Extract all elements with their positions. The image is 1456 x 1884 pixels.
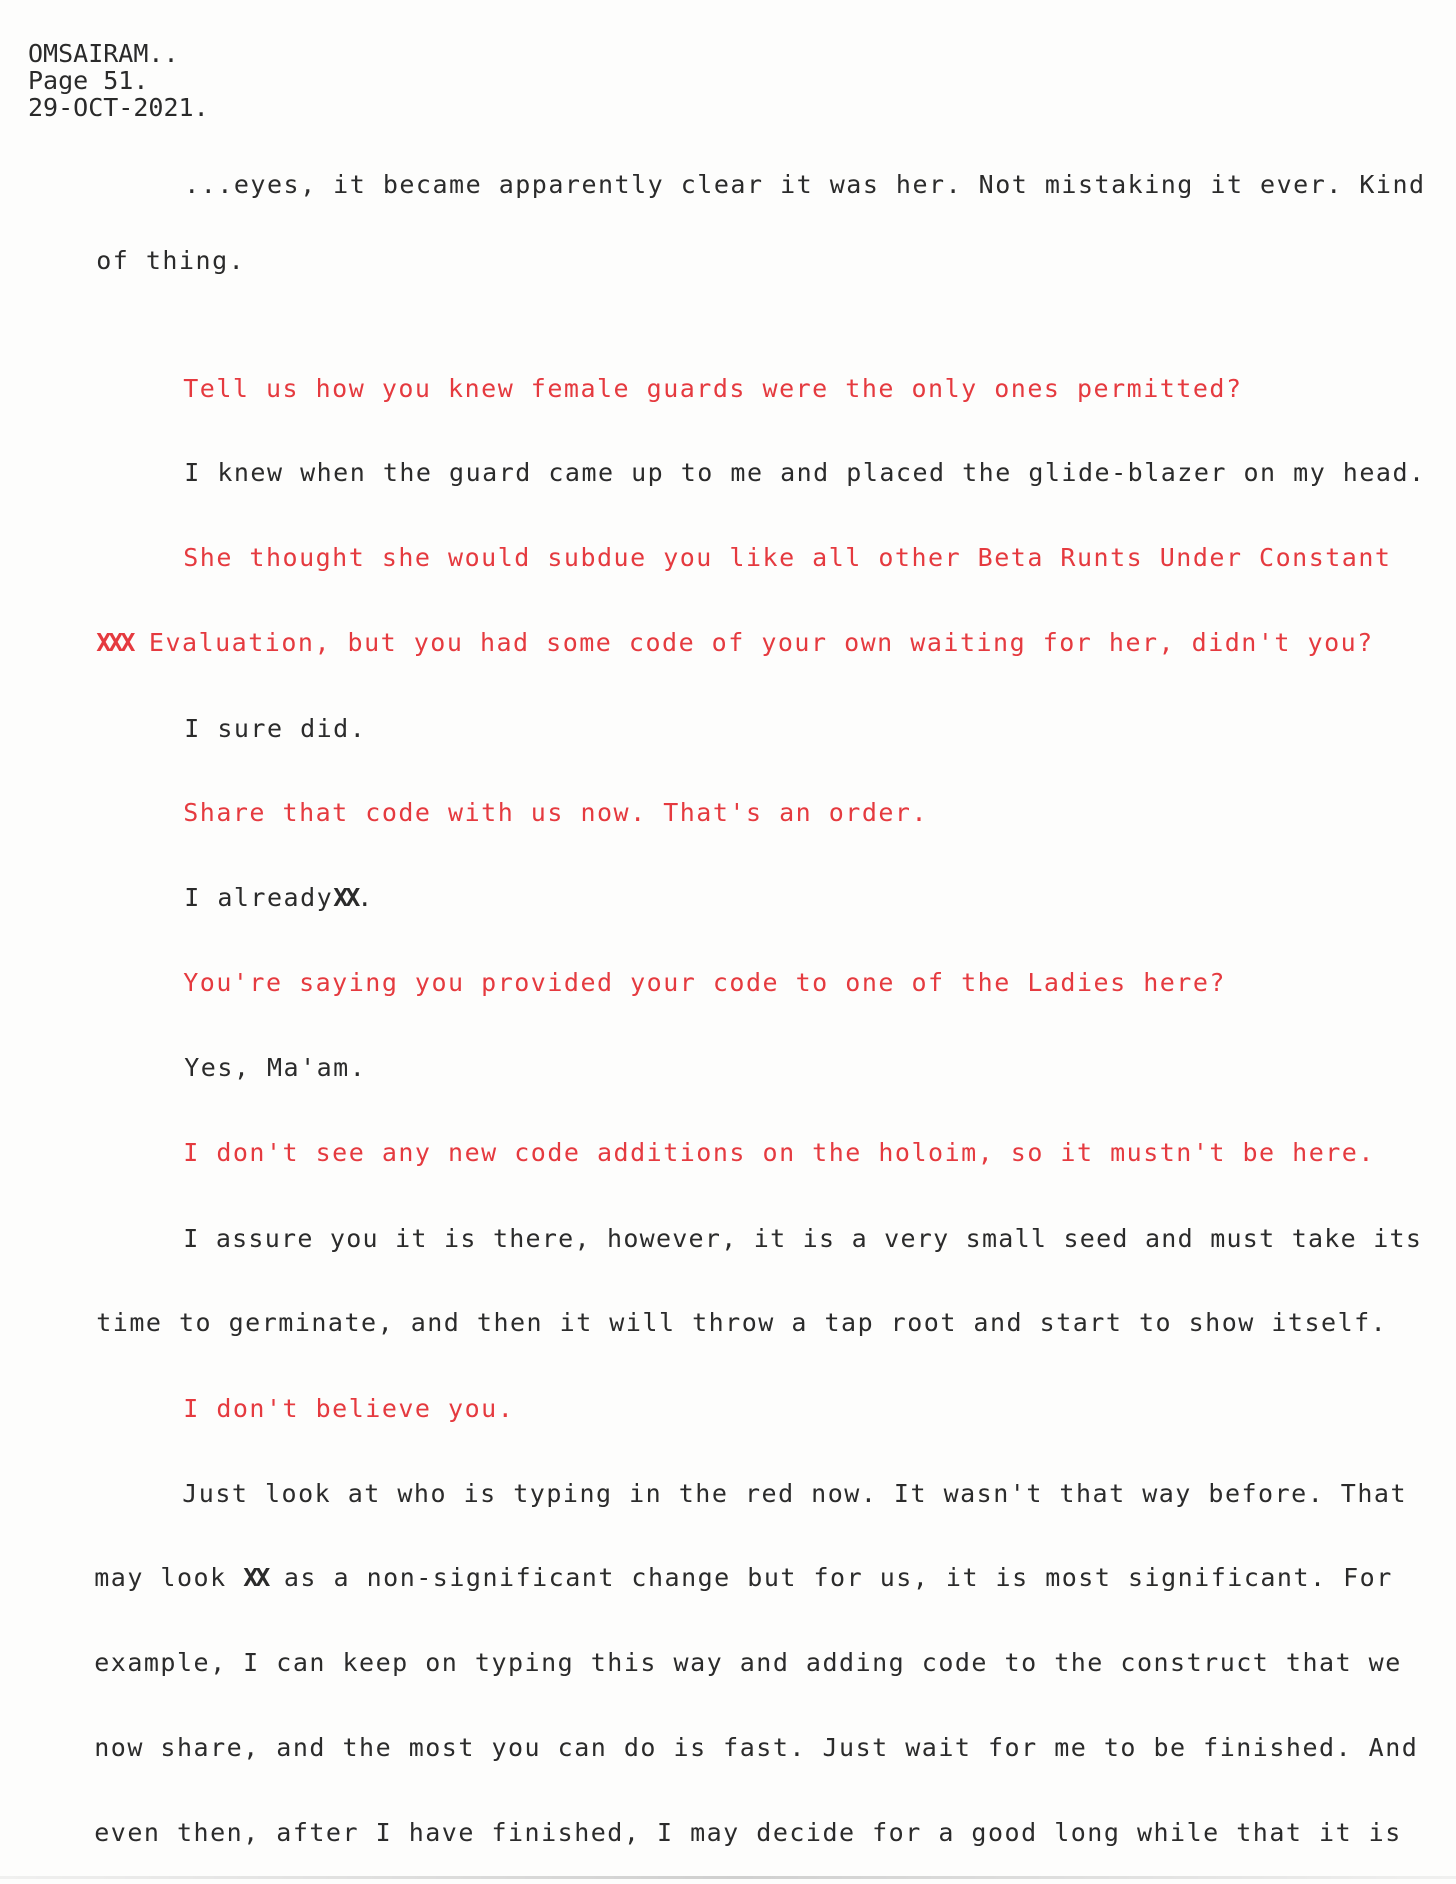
interviewer-line	[117, 513, 1391, 603]
text-line	[28, 1703, 1418, 1793]
page-header	[28, 40, 209, 121]
text-line	[118, 853, 374, 943]
line-text: I don't see any new code additions on the holoim, so it mustn't be here.	[183, 1138, 1375, 1167]
line-text: time to germinate, and then it will throw a tap root and start to show itself.	[96, 1308, 1388, 1337]
line-text-after: .	[357, 883, 374, 912]
interviewer-line	[117, 1108, 1375, 1198]
interviewer-line	[30, 598, 1374, 688]
interviewer-line	[117, 344, 1243, 434]
text-line	[118, 1023, 366, 1113]
line-text: I sure did.	[184, 714, 367, 743]
line-text: I knew when the guard came up to me and placed the glide-blazer on my head.	[184, 458, 1426, 487]
header-date: 29-OCT-2021.	[28, 93, 209, 122]
line-text: Evaluation, but you had some code of your own waiting for her, didn't you?	[132, 628, 1374, 657]
line-text: of thing.	[96, 246, 246, 275]
text-line	[28, 1618, 1402, 1708]
text-line	[28, 1533, 1393, 1623]
text-line	[30, 216, 245, 306]
line-text: example, I can keep on typing this way and adding code to the construct that we	[94, 1648, 1402, 1677]
line-text: even then, after I have finished, I may decide for a good long while that it is	[94, 1818, 1402, 1847]
text-line	[118, 1194, 1422, 1284]
text-line	[116, 1449, 1407, 1539]
text-line	[28, 1788, 1402, 1878]
strikeout-mark: XX	[333, 883, 358, 912]
text-line	[30, 1278, 1387, 1368]
line-text: I don't believe you.	[183, 1394, 515, 1423]
strikeout-mark: XXX	[96, 628, 133, 657]
strikeout-mark: XX	[243, 1563, 268, 1592]
line-text: Tell us how you knew female guards were the only ones permitted?	[183, 374, 1243, 403]
text-line	[118, 140, 1426, 230]
line-text: ...eyes, it became apparently clear it was her. Not mistaking it ever. Kind	[184, 170, 1426, 199]
line-text: She thought she would subdue you like all other Beta Runts Under Constant	[183, 543, 1392, 572]
header-page-number: Page 51.	[28, 66, 149, 95]
line-text: may look	[94, 1563, 244, 1592]
line-text: Just look at who is typing in the red now. It wasn't that way before. That	[182, 1479, 1408, 1508]
interviewer-line	[117, 938, 1226, 1028]
line-text: Share that code with us now. That's an order.	[183, 798, 929, 827]
scan-bottom-edge	[0, 1876, 1456, 1879]
text-line	[118, 684, 366, 774]
interviewer-line	[117, 768, 928, 858]
line-text: I already	[184, 883, 334, 912]
line-text: Yes, Ma'am.	[184, 1053, 367, 1082]
line-text-after: as a non-significant change but for us, it is most significant. For	[267, 1563, 1393, 1592]
line-text: I assure you it is there, however, it is a very small seed and must take its	[183, 1224, 1423, 1253]
interviewer-line	[117, 1364, 514, 1454]
header-title: OMSAIRAM..	[28, 39, 179, 68]
line-text: now share, and the most you can do is fast. Just wait for me to be finished. And	[94, 1733, 1419, 1762]
text-line	[118, 428, 1426, 518]
line-text: You're saying you provided your code to one of the Ladies here?	[183, 968, 1226, 997]
